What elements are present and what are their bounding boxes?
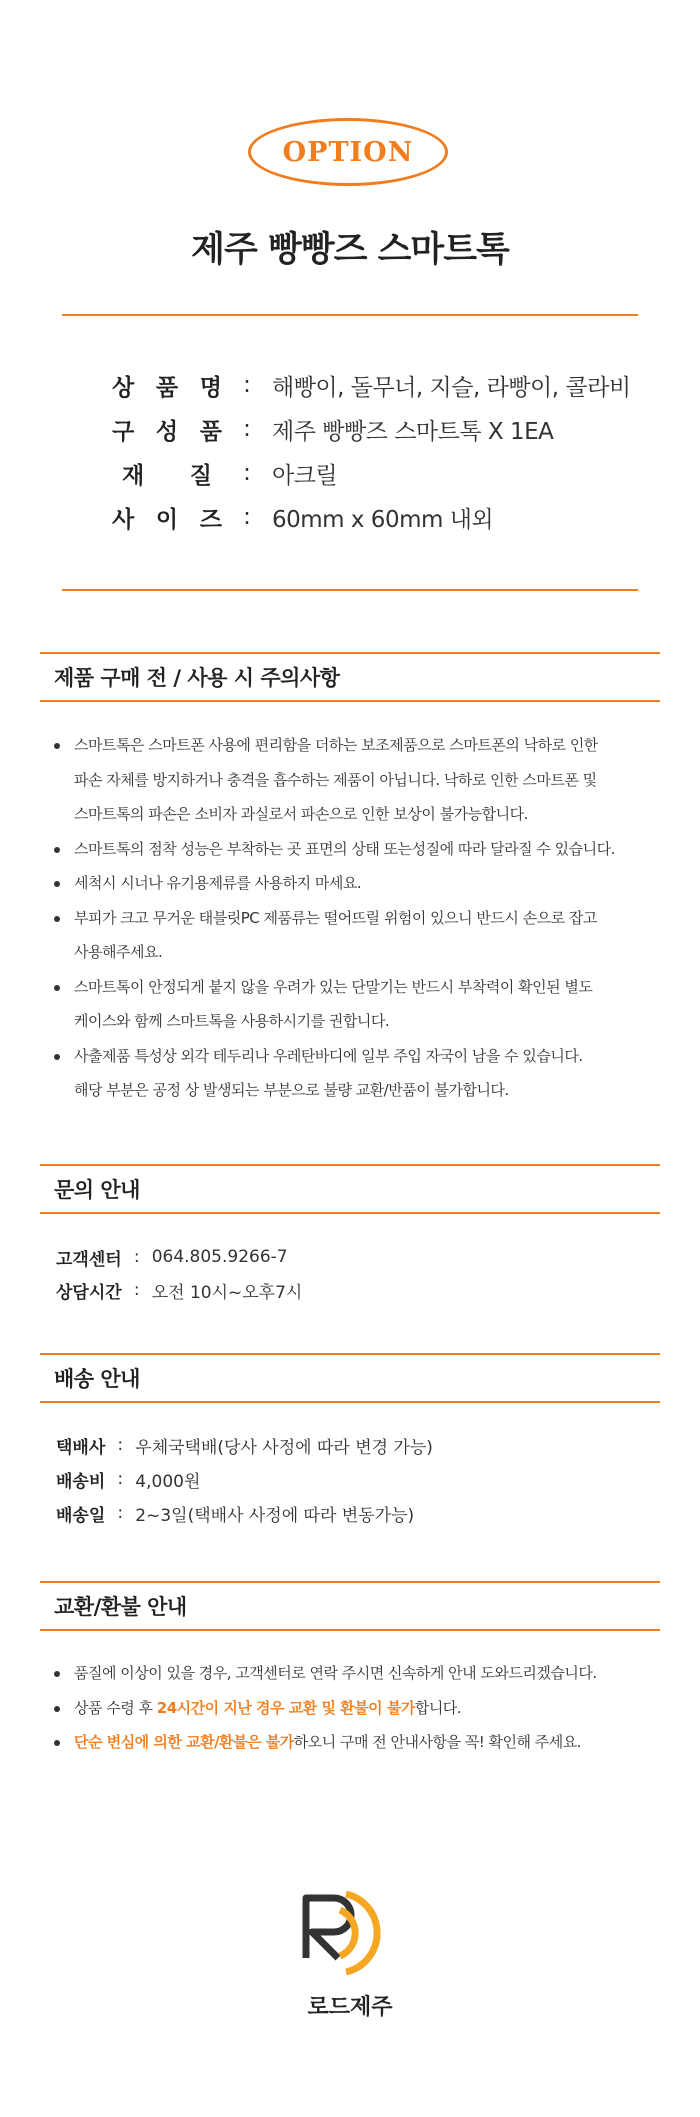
section-title: 제품 구매 전 / 사용 시 주의사항 <box>54 666 340 690</box>
rd-logo-svg <box>290 1880 410 1990</box>
rd-logo-icon <box>290 1880 410 1990</box>
spec-colon: : <box>243 504 251 530</box>
bullet-icon <box>54 1054 60 1060</box>
spec-row-components <box>112 409 553 449</box>
spec-row-material <box>112 453 337 493</box>
bullet-icon <box>54 1740 60 1746</box>
divider-bottom <box>62 589 638 591</box>
refund-list <box>52 1656 662 1760</box>
spec-colon: : <box>243 416 251 442</box>
bullet-icon <box>54 985 60 991</box>
list-item: 스마트톡이 안정되게 붙지 않을 우려가 있는 단말기는 반드시 부착력이 확인된 별도 케이스와 함께 스마트톡을 사용하시기를 권합니다. <box>52 970 662 1039</box>
product-title: 제주 빵빵즈 스마트톡 <box>191 230 509 270</box>
shipping-row-fee <box>56 1463 200 1495</box>
section-refund-header <box>40 1581 660 1631</box>
bullet-icon <box>54 743 60 749</box>
spec-label: 구 성 품 <box>112 418 222 445</box>
highlight-text: 단순 변심에 의한 교환/환불은 불가 <box>74 1733 294 1751</box>
kv-value: 오전 10시~오후7시 <box>151 1282 303 1303</box>
kv-colon: : <box>117 1503 124 1523</box>
list-item: 품질에 이상이 있을 경우, 고객센터로 연락 주시면 신속하게 안내 도와드리겠습니다. <box>52 1656 662 1691</box>
section-shipping-header <box>40 1353 660 1403</box>
spec-label: 상 품 명 <box>112 374 222 401</box>
spec-value: 해빵이, 돌무너, 지슬, 라빵이, 콜라비 <box>272 374 631 401</box>
highlight-text: 24시간이 지난 경우 교환 및 환불이 불가 <box>156 1698 415 1717</box>
spec-row-name <box>112 365 631 405</box>
list-item: 단순 변심에 의한 교환/환불은 불가하오니 구매 전 안내사항을 꼭! 확인해 주세요. <box>52 1725 662 1760</box>
bullet-icon <box>54 881 60 887</box>
list-item: 사출제품 특성상 외각 테두리나 우레탄바디에 일부 주입 자국이 남을 수 있습니다. 해당 부분은 공정 상 발생되는 부분으로 불량 교환/반품이 불가합니다. <box>52 1039 662 1108</box>
spec-colon: : <box>243 460 251 486</box>
section-title: 교환/환불 안내 <box>54 1595 187 1619</box>
spec-value: 60mm x 60mm 내외 <box>272 506 494 533</box>
precautions-list <box>52 728 662 1108</box>
shipping-row-courier <box>56 1429 433 1461</box>
list-item: 스마트톡은 스마트폰 사용에 편리함을 더하는 보조제품으로 스마트폰의 낙하로 인한 파손 자체를 방지하거나 충격을 흡수하는 제품이 아닙니다. 낙하로 인한 스마트폰 및 스마트톡의 파손은 소비자 과실로서 파손으로 인한 보상이 불가능합니다. <box>52 728 662 832</box>
kv-label: 배송비 <box>56 1471 106 1492</box>
spec-value: 아크릴 <box>272 462 338 489</box>
option-badge-label: OPTION <box>282 136 414 168</box>
kv-value: 4,000원 <box>135 1471 201 1492</box>
logo-r-shape <box>306 1898 351 1958</box>
spec-label: 사 이 즈 <box>112 506 222 533</box>
section-precautions-header <box>40 652 660 702</box>
kv-label: 상담시간 <box>56 1282 122 1303</box>
spec-colon: : <box>243 372 251 398</box>
inquiry-row-center <box>56 1241 288 1273</box>
kv-colon: : <box>133 1280 140 1300</box>
spec-row-size <box>112 497 493 537</box>
spec-value: 제주 빵빵즈 스마트톡 X 1EA <box>272 418 554 445</box>
inquiry-row-hours <box>56 1274 302 1306</box>
list-item: 부피가 크고 무거운 태블릿PC 제품류는 떨어뜨릴 위험이 있으니 반드시 손으로 잡고 사용해주세요. <box>52 901 662 970</box>
option-badge <box>248 118 448 186</box>
kv-value: 우체국택배(당사 사정에 따라 변경 가능) <box>135 1437 433 1458</box>
kv-label: 고객센터 <box>56 1249 122 1270</box>
section-title: 배송 안내 <box>54 1367 140 1391</box>
section-title: 문의 안내 <box>54 1178 140 1202</box>
spec-label: 재 질 <box>122 462 212 489</box>
kv-colon: : <box>117 1469 124 1489</box>
list-item: 상품 수령 후 24시간이 지난 경우 교환 및 환불이 불가합니다. <box>52 1691 662 1726</box>
bullet-icon <box>54 1706 60 1712</box>
kv-value: 2~3일(택배사 사정에 따라 변동가능) <box>135 1505 415 1526</box>
kv-label: 택배사 <box>56 1437 106 1458</box>
phone-number: 064.805.9266-7 <box>151 1247 288 1267</box>
section-inquiry-header <box>40 1164 660 1214</box>
brand-name: 로드제주 <box>307 1995 393 2020</box>
kv-colon: : <box>133 1247 140 1267</box>
kv-label: 배송일 <box>56 1505 106 1526</box>
list-item: 세척시 시너나 유기용제류를 사용하지 마세요. <box>52 866 662 901</box>
bullet-icon <box>54 847 60 853</box>
kv-colon: : <box>117 1435 124 1455</box>
divider-top <box>62 314 638 316</box>
list-item: 스마트톡의 점착 성능은 부착하는 곳 표면의 상태 또는성질에 따라 달라질 수 있습니다. <box>52 832 662 867</box>
shipping-row-days <box>56 1497 414 1529</box>
bullet-icon <box>54 916 60 922</box>
bullet-icon <box>54 1671 60 1677</box>
